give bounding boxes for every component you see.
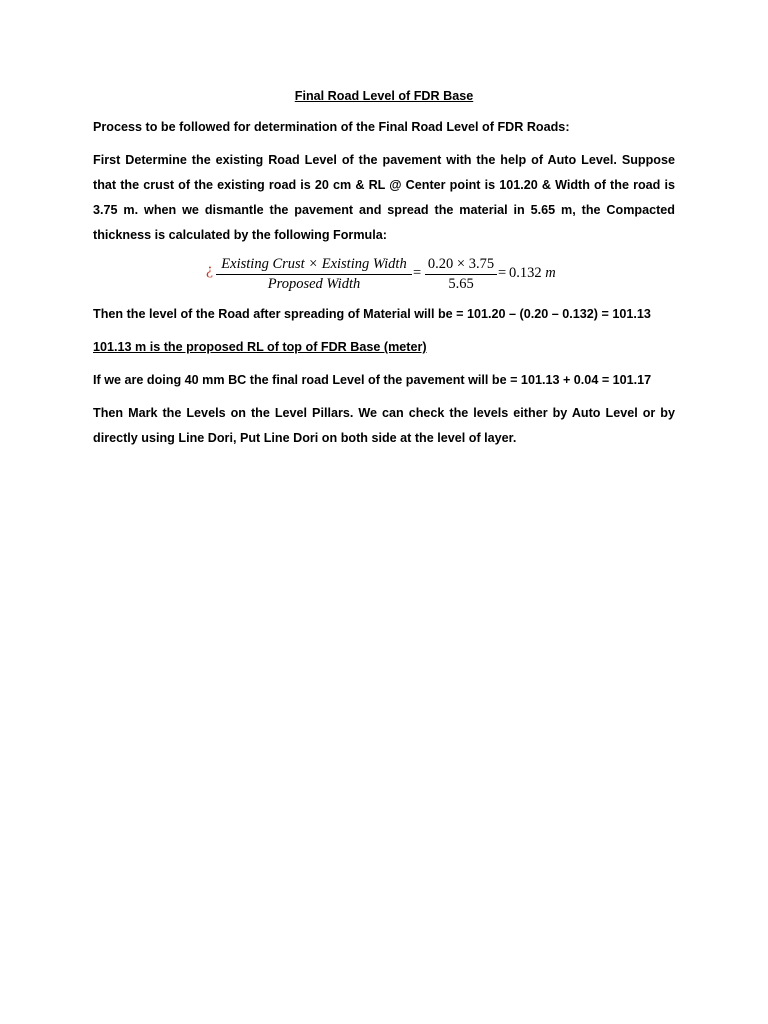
paragraph-proposed-rl: 101.13 m is the proposed RL of top of FDR Base (meter) (93, 340, 427, 354)
paragraph-text: when we dismantle the pavement and spread the material in (138, 203, 531, 217)
thickness-formula (93, 256, 675, 296)
spread-width-value: 5.65 m (530, 203, 573, 217)
paragraph-text: First Determine the existing Road Level of the pavement with the help of Auto Level. Suppose that the crust of the existing road is (93, 153, 675, 192)
formula-equals: = (413, 265, 422, 281)
width-value: 3.75 m. (93, 203, 139, 217)
formula-numerator: 0.20 × 3.75 (425, 256, 497, 275)
intro-paragraph: Process to be followed for determination of the Final Road Level of FDR Roads: (93, 120, 570, 134)
formula-fraction-symbolic (216, 256, 412, 293)
formula-fraction-numeric (425, 256, 497, 293)
formula-result (509, 265, 556, 282)
document-title: Final Road Level of FDR Base (294, 89, 474, 103)
paragraph-text: & Width of the road is (537, 178, 675, 192)
paragraph-level-after-spreading: Then the level of the Road after spreading of Material will be = 101.20 – (0.20 – 0.132) = 101.13 (93, 307, 651, 321)
document-page (93, 86, 675, 459)
formula-denominator: Proposed Width (267, 276, 361, 292)
formula-result-value: 0.132 (509, 265, 546, 281)
formula-equals: = (498, 265, 507, 281)
formula-numerator: Existing Crust × Existing Width (216, 256, 412, 275)
formula-prefix-glyph: ¿ (206, 261, 214, 278)
formula-denominator: 5.65 (448, 276, 474, 292)
paragraph-mark-levels: Then Mark the Levels on the Level Pillars. We can check the levels either by Auto Level or by directly using Line Dori, Put Line Dori on both side at the level of layer. (93, 406, 675, 445)
rl-value: 101.20 (499, 178, 538, 192)
paragraph-final-level: If we are doing 40 mm BC the final road Level of the pavement will be = 101.13 + 0.04 = 101.17 (93, 373, 652, 387)
paragraph-text: , the Compacted thickness is calculated by the following Formula: (93, 203, 675, 242)
formula-result-unit: m (545, 265, 556, 281)
paragraph-existing-road (93, 148, 675, 248)
paragraph-text: & RL @ Center point is (351, 178, 500, 192)
crust-value: 20 cm (314, 178, 352, 192)
